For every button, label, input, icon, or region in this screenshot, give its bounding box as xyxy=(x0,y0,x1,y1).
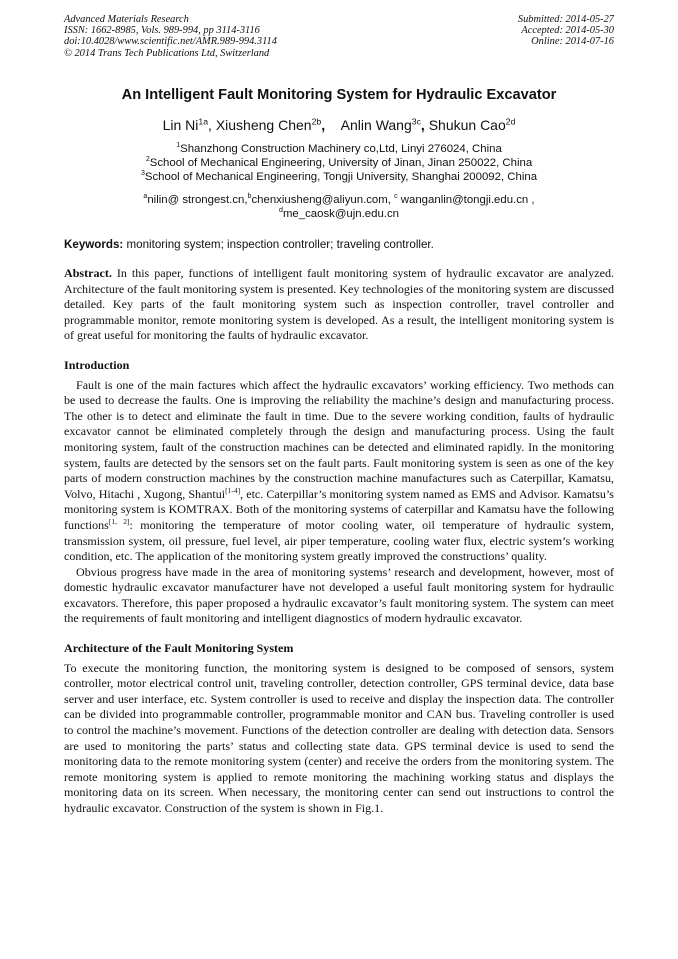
submitted-date: Submitted: 2014-05-27 xyxy=(517,14,614,25)
accepted-date: Accepted: 2014-05-30 xyxy=(521,25,614,37)
architecture-paragraph-1: To execute the monitoring function, the monitoring system is designed to be composed of sensors, system controller, motor electrical control unit, traveling controller, detection controller, GPS terminal device, data base server and user interface, etc. System controller is used to receive and display the inspection data. The controller can be divided into programmable controller, programmable monitor and CAN bus. Traveling controller is used to control the machine’s movement. Functions of the detection controller are dealing with detection data. Sensors are used to monitoring the parts’ status and collecting state data. GPS terminal device is used to send the monitoring data to the remote monitoring system (center) and receive the orders from the monitoring system. The remote monitoring system is applied to remote monitoring the machining working status and displays the monitoring data on its screen. When necessary, the monitoring center can send out instructions to control the hydraulic excavator. Construction of the system is shown in Fig.1. xyxy=(64,660,614,816)
abstract-label: Abstract. xyxy=(64,266,112,281)
online-date: Online: 2014-07-16 xyxy=(531,36,614,48)
paper-title: An Intelligent Fault Monitoring System for Hydraulic Excavator xyxy=(121,87,557,103)
email-list xyxy=(64,193,614,221)
journal-name: Advanced Materials Research xyxy=(64,14,189,25)
keywords xyxy=(64,237,614,252)
email-line: $^a$nilin@ strongest.cn,$^b$chenxiusheng@aliyun.com, $^c$ wanganlin@tongji.edu.cn , xyxy=(143,192,535,206)
email-link[interactable]: wanganlin@tongji.edu.cn , xyxy=(397,193,535,206)
keywords-label: Keywords: xyxy=(64,238,124,252)
email-link[interactable]: nilin@ strongest.cn, xyxy=(147,193,248,206)
author: Lin $Ni^{1a}$, xyxy=(162,116,216,133)
author: Shukun Cao$^{2d}$ xyxy=(428,116,516,133)
intro-paragraph-2: Obvious progress have made in the area of monitoring systems’ research and development, however, most of domestic hydraulic excavator manufacturer have not developed a useful fault monitoring system for hydraulic excavators. Therefore, this paper proposed a hydraulic excavator’s fault monitoring system. The system can meet the requirements of fault monitoring and intelligent diagnostics of modern hydraulic excavator. xyxy=(64,564,614,626)
dates-info xyxy=(518,14,614,48)
affiliation: $^3$School of Mechanical Engineering, Tongji University, Shanghai 200092, China xyxy=(140,170,538,184)
keywords-text: monitoring system; inspection controller; traveling controller. xyxy=(123,238,434,252)
intro-paragraph-1: Fault is one of the main factures which affect the hydraulic excavators’ working efficiency. Two methods can be used to decrease the faults. One is improving the reliability the machine’s design and manufacturing process. The other is to detect and eliminate the fault in time. Due to the severe working condition, faults of hydraulic excavator cannot be eliminated completely through the design and manufacturing process. Using the fault monitoring system, fault of the construction machines can be detected and eliminated rapidly. In the monitoring system, faults are detected by the sensors set on the fault parts. Fault monitoring system is seen as one of the key parts of modern construction machines by the construction machine manufactures such as Caterpillar, Kamatsu, Volvo, Hitachi , Xugong, Shantui[1-4], etc. Caterpillar’s monitoring system named as EMS and Advisor. Kamatsu’s monitoring system is KOMTRAX. Both of the monitoring systems of caterpillar and Kamatsu have the following functions[1, 2]: monitoring the temperature of motor cooling water, oil temperature of hydraulic system, transmission system, oil pressure, fuel level, air piper temperature, cooling water flux, electric system’s working condition, etc. The application of the monitoring system greatly improved the constructions’ quality. xyxy=(64,377,614,564)
journal-header xyxy=(64,14,614,62)
author: Anlin Wang$^{3c}$, xyxy=(340,116,429,133)
citation[interactable]: [1, 2] xyxy=(108,516,130,526)
email-line: $^d$me_caosk@ujn.edu.cn xyxy=(279,207,399,220)
abstract xyxy=(64,266,614,344)
issn-line: ISSN: 1662-8985, Vols. 989-994, pp 3114-3116 xyxy=(64,25,260,37)
email-link[interactable]: me_caosk@ujn.edu.cn xyxy=(282,207,399,220)
abstract-text: In this paper, functions of intelligent fault monitoring system of hydraulic excavator are analyzed. Architecture of the fault monitoring system is presented. Key technologies of the monitoring system are discussed detailed. Key parts of the fault monitoring system such as inspection controller, travel controller and programmable monitor, remote monitoring system is developed. As a result, the intelligent monitoring system is of great useful for monitoring the faults of hydraulic excavator. xyxy=(64,266,615,343)
affiliation-list xyxy=(64,142,614,185)
doi-line: doi:10.4028/www.scientific.net/AMR.989-994.3114 xyxy=(64,36,277,48)
author: Xiusheng Chen$^{2b}$, xyxy=(215,116,341,133)
citation[interactable]: [1-4] xyxy=(225,485,241,495)
author-list xyxy=(64,116,614,134)
email-link[interactable]: chenxiusheng@aliyun.com, xyxy=(251,193,395,206)
affiliation: $^2$School of Mechanical Engineering, University of Jinan, Jinan 250022, China xyxy=(145,156,533,170)
section-heading-architecture: Architecture of the Fault Monitoring System xyxy=(64,641,294,656)
copyright-line: © 2014 Trans Tech Publications Ltd, Switzerland xyxy=(64,47,270,59)
affiliation: $^1$Shanzhong Construction Machinery co,Ltd, Linyi 276024, China xyxy=(176,142,502,155)
publication-info xyxy=(64,14,277,59)
section-heading-introduction: Introduction xyxy=(64,357,130,372)
